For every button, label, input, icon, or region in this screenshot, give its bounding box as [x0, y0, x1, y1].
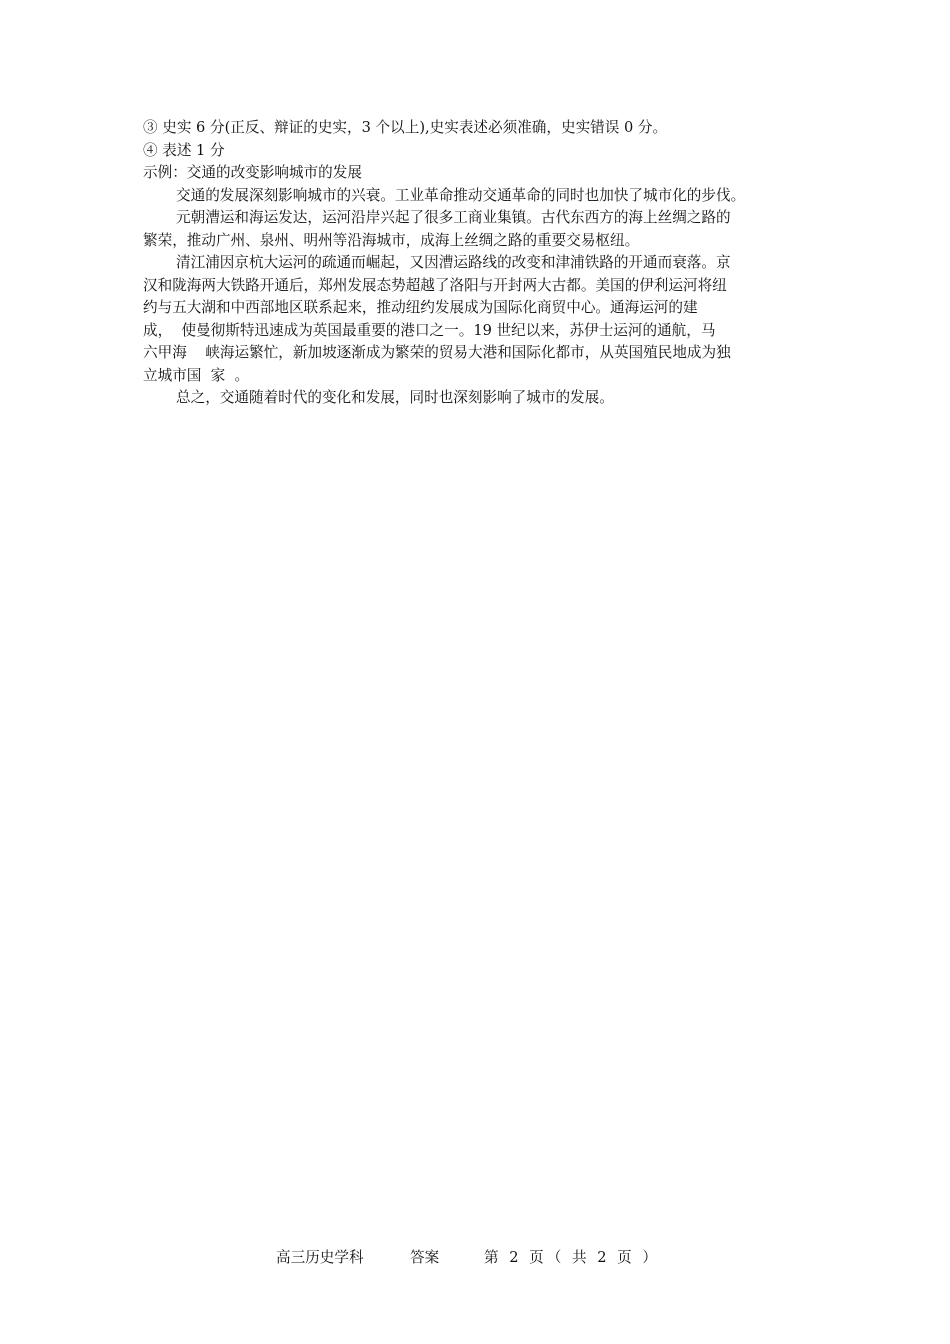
- paragraph-line: 繁荣，推动广州、泉州、明州等沿海城市，成海上丝绸之路的重要交易枢纽。: [143, 231, 640, 249]
- footer-page-number: 第 2 页（ 共 2 页 ）: [484, 1249, 660, 1266]
- paragraph-line: 交通的发展深刻影响城市的兴衰。工业革命推动交通革命的同时也加快了城市化的步伐。: [176, 186, 746, 204]
- paragraph-modern-examples: [143, 252, 813, 387]
- paragraph-line: 总之，交通随着时代的变化和发展，同时也深刻影响了城市的发展。: [176, 389, 614, 406]
- paragraph-line: 元朝漕运和海运发达，运河沿岸兴起了很多工商业集镇。古代东西方的海上丝绸之路的: [176, 209, 731, 226]
- paragraph-ancient-china: [143, 207, 813, 252]
- paragraph-intro: [143, 185, 813, 208]
- scoring-item-4: ④ 表述 1 分: [143, 141, 225, 159]
- paragraph-line: 清江浦因京杭大运河的疏通而崛起，又因漕运路线的改变和津浦铁路的开通而衰落。京: [176, 254, 731, 271]
- footer-subject: 高三历史学科: [276, 1249, 364, 1266]
- paragraph-line: 六甲海 峡海运繁忙，新加坡逐渐成为繁荣的贸易大港和国际化都市，从英国殖民地成为独: [143, 344, 731, 361]
- paragraph-conclusion: [143, 387, 813, 410]
- answer-content: [143, 117, 813, 410]
- paragraph-line: 约与五大湖和中西部地区联系起来，推动纽约发展成为国际化商贸中心。通海运河的建: [143, 299, 698, 316]
- paragraph-line: 立城市国 家 。: [143, 366, 250, 384]
- paragraph-line: 汉和陇海两大铁路开通后，郑州发展态势超越了洛阳与开封两大古都。美国的伊利运河将纽: [143, 276, 727, 294]
- scoring-item-3: ③ 史实 6 分(正反、辩证的史实，3 个以上),史实表述必须准确，史实错误 0 分。: [143, 119, 668, 136]
- paragraph-line: 成， 使曼彻斯特迅速成为英国最重要的港口之一。19 世纪以来，苏伊士运河的通航，马: [143, 321, 716, 339]
- example-title: 示例：交通的改变影响城市的发展: [143, 164, 362, 181]
- footer-label: 答案: [410, 1249, 440, 1266]
